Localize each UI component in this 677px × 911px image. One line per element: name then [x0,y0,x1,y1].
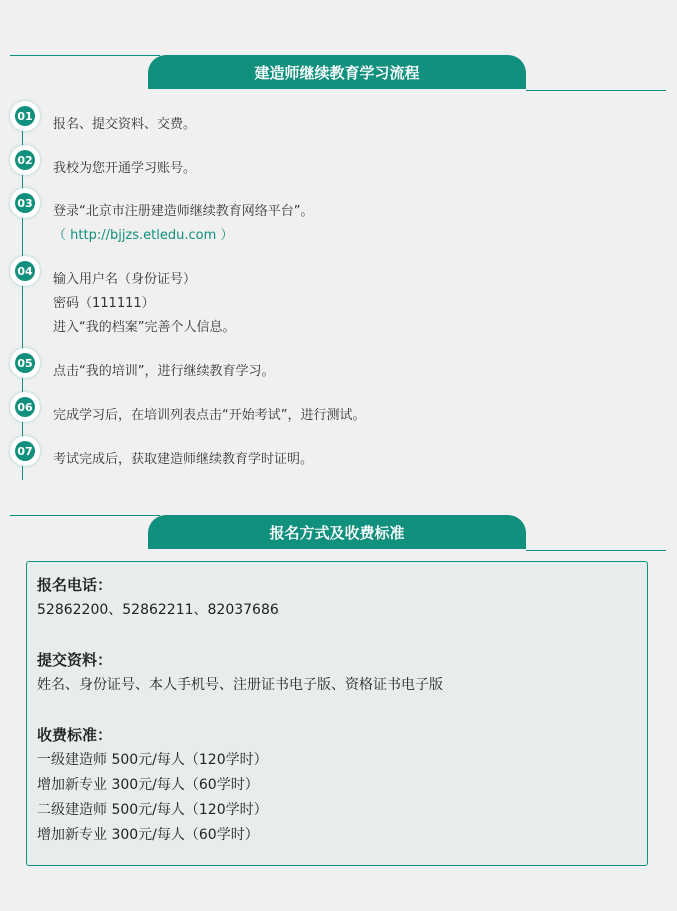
phone-label: 报名电话： [37,576,113,594]
step-badge: 01 [10,101,40,131]
flow-section-header [10,55,666,91]
platform-link[interactable]: （ http://bjjzs.etledu.com ） [53,228,234,243]
step-badge: 06 [10,392,40,422]
step-text: 点击“我的培训”，进行继续教育学习。 [53,364,275,379]
fee-item: 一级建造师 500元/每人（120学时） [37,752,268,768]
header-rule-right [526,90,666,91]
phone-block [37,573,647,623]
step-text: 我校为您开通学习账号。 [53,161,197,176]
phone-value: 52862200、52862211、82037686 [37,602,279,618]
step-badge: 03 [10,188,40,218]
flow-title: 建造师继续教育学习流程 [148,55,526,89]
header-rule-left [10,515,160,516]
step-text: 报名、提交资料、交费。 [53,117,197,132]
header-rule-left [10,55,160,56]
registration-info-box [26,561,648,866]
fee-label: 收费标准： [37,726,113,744]
step-text: 输入用户名（身份证号） 密码（111111） 进入“我的档案”完善个人信息。 [53,272,236,335]
docs-block [37,648,647,698]
header-rule-right [526,550,666,551]
step-text: 完成学习后，在培训列表点击“开始考试”，进行测试。 [53,408,366,423]
fee-item: 增加新专业 300元/每人（60学时） [37,827,259,843]
step-badge: 07 [10,436,40,466]
docs-value: 姓名、身份证号、本人手机号、注册证书电子版、资格证书电子版 [37,677,443,693]
docs-label: 提交资料： [37,651,113,669]
fee-block [37,723,647,848]
step-text: 登录“北京市注册建造师继续教育网络平台”。 （ http://bjjzs.etledu.com ） [53,200,313,248]
step-badge: 04 [10,256,40,286]
step-badge: 05 [10,348,40,378]
fee-item: 二级建造师 500元/每人（120学时） [37,802,268,818]
step-badge: 02 [10,145,40,175]
registration-title: 报名方式及收费标准 [148,515,526,549]
fee-item: 增加新专业 300元/每人（60学时） [37,777,259,793]
registration-section-header [10,515,666,551]
step-text: 考试完成后，获取建造师继续教育学时证明。 [53,452,314,467]
